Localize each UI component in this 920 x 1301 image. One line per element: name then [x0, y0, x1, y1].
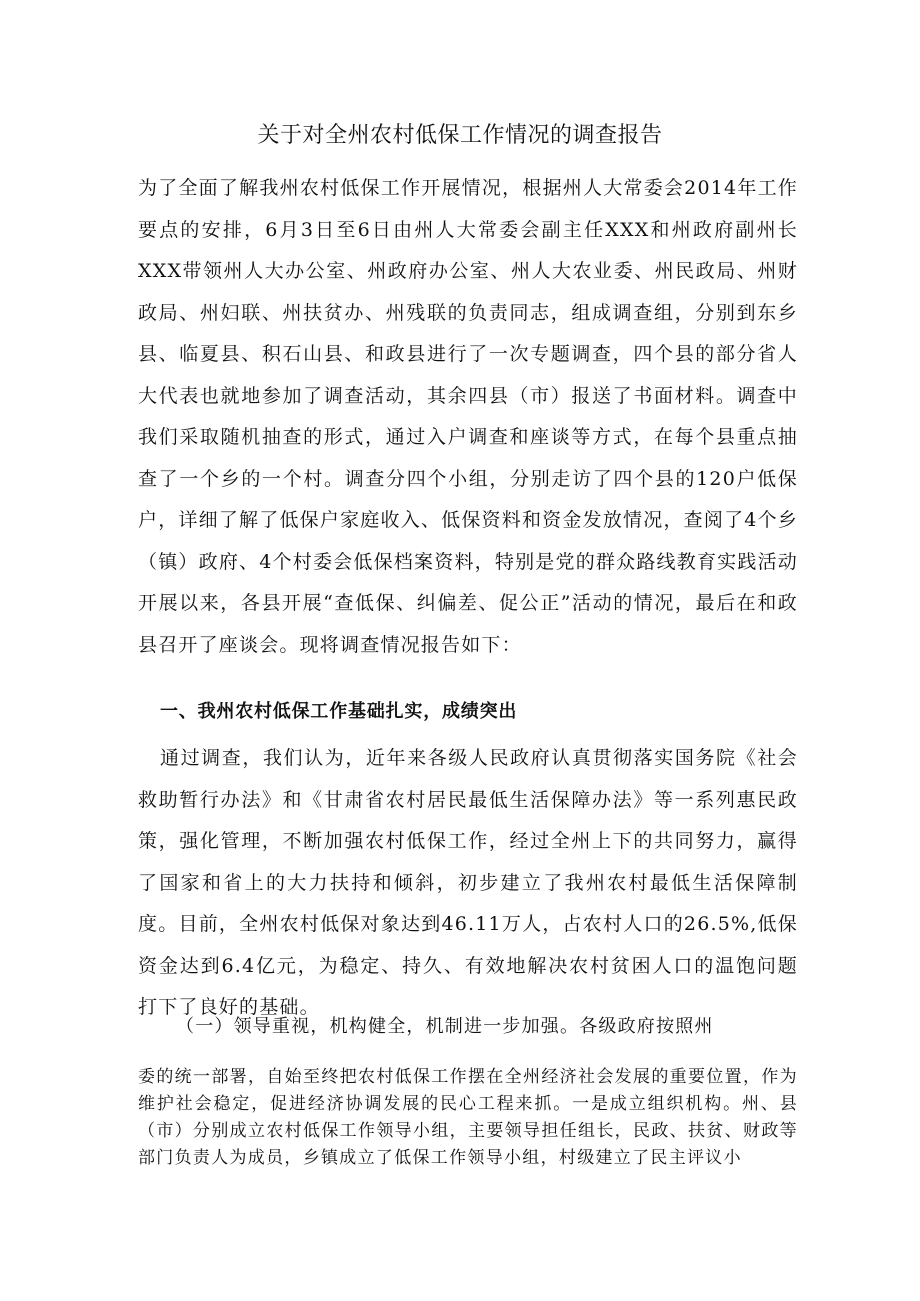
- section-1-paragraph: 通过调查，我们认为，近年来各级人民政府认真贯彻落实国务院《社会救助暂行办法》和《甘肃省农村居民最低生活保障办法》等一系列惠民政策，强化管理，不断加强农村低保工作，经过全州上下的共同努力，赢得了国家和省上的大力扶持和倾斜，初步建立了我州农村最低生活保障制度。目前，全州农村低保对象达到46.11万人，占农村人口的26.5%,低保资金达到6.4亿元，为稳定、持久、有效地解决农村贫困人口的温饱问题打下了良好的基础。: [138, 747, 798, 1018]
- document-title: 关于对全州农村低保工作情况的调查报告: [257, 123, 663, 148]
- intro-paragraph: 为了全面了解我州农村低保工作开展情况，根据州人大常委会2014年工作要点的安排，6月3日至6日由州人大常委会副主任XXX和州政府副州长XXX带领州人大办公室、州政府办公室、州人大农业委、州民政局、州财政局、州妇联、州扶贫办、州残联的负责同志，组成调查组，分别到东乡县、临夏县、积石山县、和政县进行了一次专题调查，四个县的部分省人大代表也就地参加了调查活动，其余四县（市）报送了书面材料。调查中我们采取随机抽查的形式，通过入户调查和座谈等方式，在每个县重点抽查了一个乡的一个村。调查分四个小组，分别走访了四个县的120户低保户，详细了解了低保户家庭收入、低保资料和资金发放情况，查阅了4个乡（镇）政府、4个村委会低保档案资料，特别是党的群众路线教育实践活动开展以来，各县开展“查低保、纠偏差、促公正”活动的情况，最后在和政县召开了座谈会。现将调查情况报告如下：: [138, 177, 798, 656]
- section-heading-1: 一、我州农村低保工作基础扎实，成绩突出: [160, 701, 518, 722]
- subsection-1-heading-paragraph: （一）领导重视，机构健全，机制进一步加强。各级政府按照州: [176, 1016, 714, 1037]
- subsection-1-paragraph: 委的统一部署，自始至终把农村低保工作摆在全州经济社会发展的重要位置，作为维护社会稳定，促进经济协调发展的民心工程来抓。一是成立组织机构。州、县（市）分别成立农村低保工作领导小组，主要领导担任组长，民政、扶贫、财政等部门负责人为成员，乡镇成立了低保工作领导小组，村级建立了民主评议小: [138, 1067, 798, 1168]
